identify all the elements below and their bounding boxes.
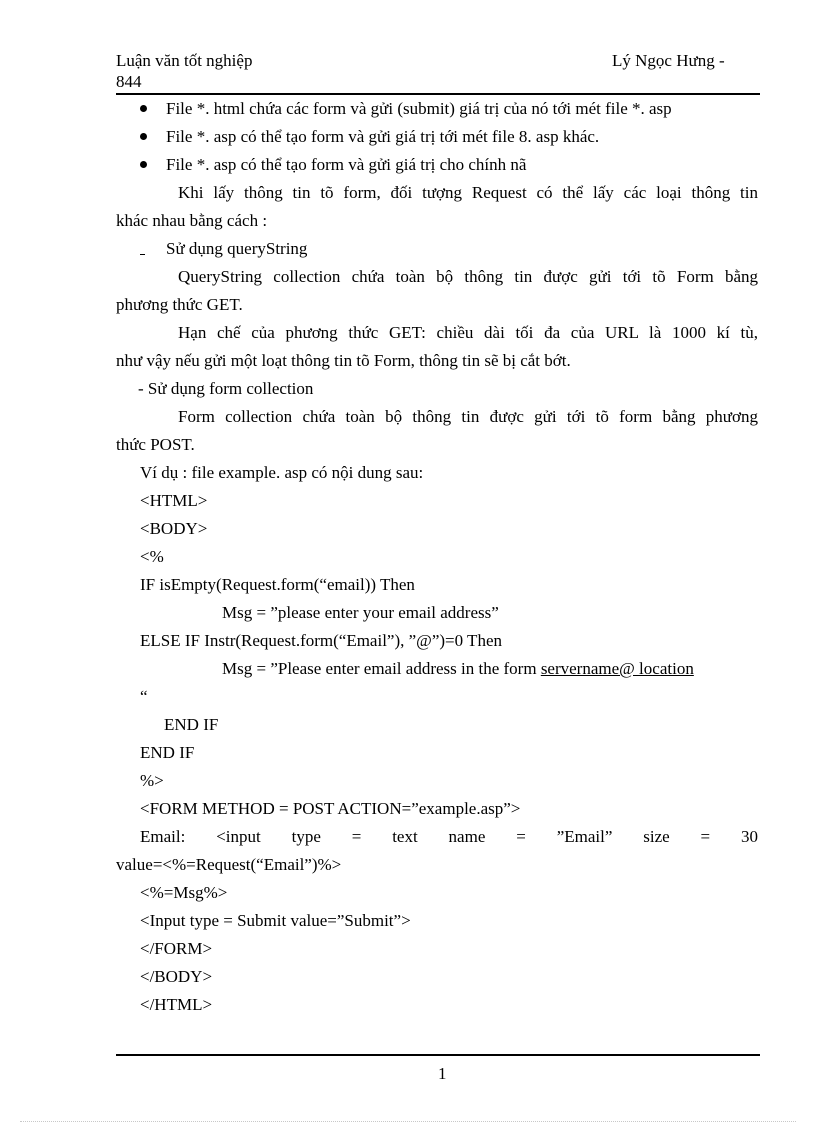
code-form-open: <FORM METHOD = POST ACTION=”example.asp”> (140, 799, 521, 818)
code-body-close: </BODY> (140, 967, 213, 986)
code-html-open: <HTML> (140, 491, 208, 510)
bullet-text-3: File *. asp có thể tạo form và gửi giá trị cho chính nã (166, 155, 527, 174)
example-intro: Ví dụ : file example. asp có nội dung sau: (140, 463, 424, 482)
para4-line2: thức POST. (116, 435, 195, 454)
para4-line1: Form collection chứa toàn bộ thông tin được gửi tới tõ form bằng phương (178, 407, 758, 426)
bullet-text-2: File *. asp có thể tạo form và gửi giá trị tới mét file 8. asp khác. (166, 127, 600, 146)
code-html-close: </HTML> (140, 995, 213, 1014)
code-msg1: Msg = ”please enter your email address” (222, 603, 499, 622)
para1-line2: khác nhau bằng cách : (116, 211, 268, 230)
para1-line1: Khi lấy thông tin tõ form, đối tượng Request có thể lấy các loại thông tin (178, 183, 758, 202)
bullet-dot-2 (140, 133, 147, 140)
page-bottom-edge (20, 1121, 796, 1122)
code-submit-input: <Input type = Submit value=”Submit”> (140, 911, 411, 930)
code-email-token: <input (216, 827, 261, 846)
code-quote-line: “ (140, 687, 148, 706)
code-asp-close: %> (140, 771, 164, 790)
sub-heading: - Sử dụng form collection (138, 379, 314, 398)
dash-bullet-icon (140, 254, 145, 255)
code-email-token: = (700, 827, 711, 846)
code-end-if-outer: END IF (140, 743, 195, 762)
code-email-token: size (643, 827, 670, 846)
code-email-token: ”Email” (556, 827, 613, 846)
code-if-line: IF isEmpty(Request.form(“email)) Then (140, 575, 415, 594)
code-email-token: Email: (140, 827, 186, 846)
header-rule (116, 93, 760, 95)
bullet-dot-3 (140, 161, 147, 168)
code-email-token: = (516, 827, 526, 846)
code-msg2 (222, 659, 694, 679)
para3-line2: như vậy nếu gửi một loạt thông tin tõ Form, thông tin sẽ bị cắt bớt. (116, 351, 571, 370)
para2-line1: QueryString collection chứa toàn bộ thông tin được gửi tới tõ Form bằng (178, 267, 758, 286)
code-msg2-link[interactable]: servername@ location (540, 659, 694, 678)
code-msg-output: <%=Msg%> (140, 883, 228, 902)
code-email-token: type (291, 827, 321, 846)
code-email-token: name (448, 827, 486, 846)
code-body-open: <BODY> (140, 519, 208, 538)
para3-line1: Hạn chế của phương thức GET: chiều dài tối đa của URL là 1000 kí tù, (178, 323, 758, 342)
code-email-token: = (351, 827, 362, 846)
page-number: 1 (438, 1064, 447, 1083)
code-email-token: 30 (741, 827, 758, 846)
code-elseif-line: ELSE IF Instr(Request.form(“Email”), ”@”)=0 Then (140, 631, 502, 650)
code-value-line: value=<%=Request(“Email”)%> (116, 855, 342, 874)
code-asp-open: <% (140, 547, 164, 566)
para2-line2: phương thức GET. (116, 295, 243, 314)
header-left-number: 844 (116, 72, 142, 91)
header-left-title: Luận văn tốt nghiệp (116, 51, 253, 70)
header-author: Lý Ngọc Hưng - (612, 51, 725, 70)
dash-item-text: Sử dụng queryString (166, 239, 308, 258)
code-email-line (140, 827, 758, 847)
code-msg2-prefix: Msg = ”Please enter email address in the form (222, 659, 541, 678)
footer-rule (116, 1054, 760, 1056)
code-email-token: text (392, 827, 418, 846)
code-form-close: </FORM> (140, 939, 213, 958)
bullet-text-1: File *. html chứa các form và gửi (submit) giá trị của nó tới mét file *. asp (166, 99, 672, 118)
bullet-dot-1 (140, 105, 147, 112)
code-end-if-inner: END IF (164, 715, 219, 734)
